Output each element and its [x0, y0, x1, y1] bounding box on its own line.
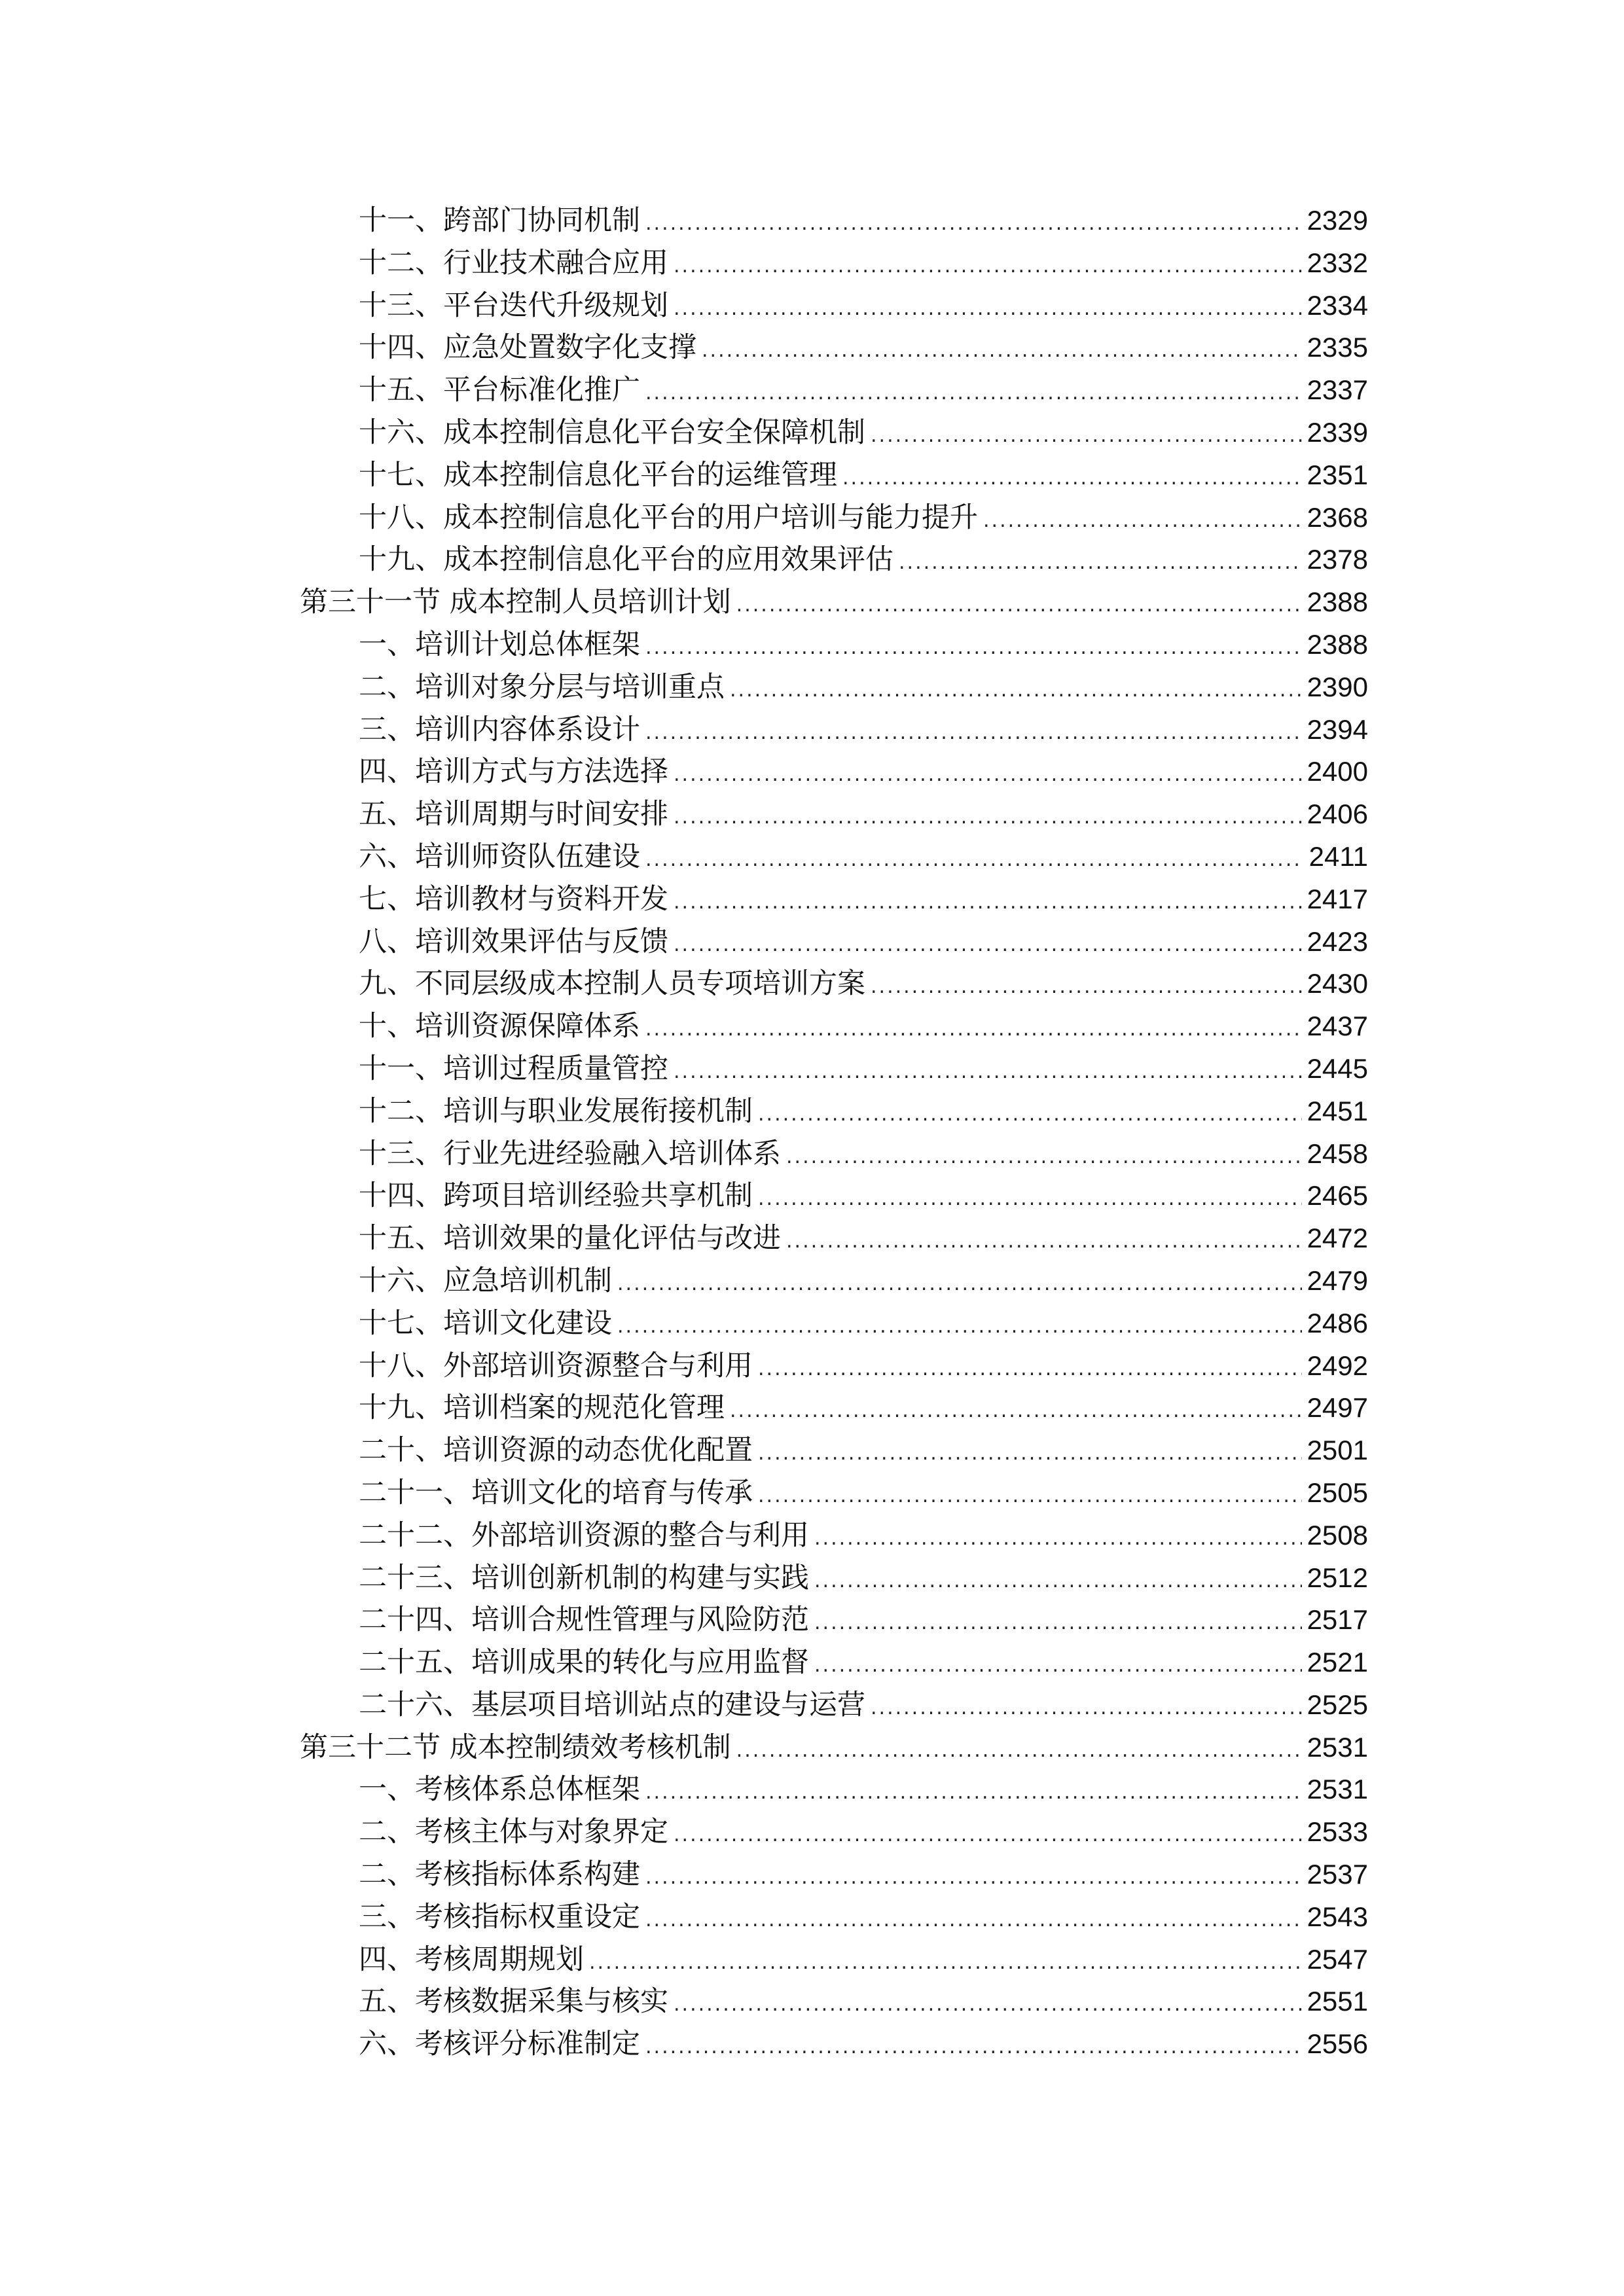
- toc-entry-page-number: 2531: [1307, 1774, 1368, 1805]
- toc-entry-title: 二十五、培训成果的转化与应用监督: [359, 1646, 809, 1679]
- toc-entry-title: 二、考核指标体系构建: [359, 1858, 640, 1892]
- toc-entry[interactable]: [300, 1302, 1368, 1345]
- toc-entry-page-number: 2329: [1307, 205, 1368, 236]
- dot-leader: [871, 415, 1302, 457]
- toc-entry-page-number: 2551: [1307, 1986, 1368, 2017]
- toc-entry-title: 十七、培训文化建设: [359, 1306, 612, 1340]
- toc-entry-page-number: 2378: [1307, 544, 1368, 575]
- toc-entry[interactable]: [300, 200, 1368, 242]
- dot-leader: [674, 245, 1302, 288]
- dot-leader: [645, 839, 1304, 882]
- dot-leader: [736, 584, 1302, 627]
- dot-leader: [645, 1857, 1302, 1899]
- toc-entry-title: 十六、应急培训机制: [359, 1264, 612, 1297]
- toc-entry-title: 四、培训方式与方法选择: [359, 755, 668, 789]
- toc-entry-page-number: 2390: [1307, 671, 1368, 702]
- toc-entry-title: 十、培训资源保障体系: [359, 1010, 640, 1043]
- toc-entry[interactable]: [300, 1811, 1368, 1854]
- dot-leader: [645, 1772, 1302, 1814]
- toc-entry[interactable]: [300, 1599, 1368, 1641]
- toc-entry-title: 一、培训计划总体框架: [359, 628, 640, 661]
- toc-entry-title: 十九、成本控制信息化平台的应用效果评估: [359, 543, 893, 577]
- dot-leader: [645, 372, 1302, 415]
- dot-leader: [674, 797, 1302, 839]
- dot-leader: [674, 1051, 1302, 1094]
- toc-entry[interactable]: [300, 327, 1368, 369]
- toc-entry-page-number: 2337: [1307, 374, 1368, 406]
- toc-entry-page-number: 2533: [1307, 1816, 1368, 1848]
- table-of-contents: [300, 200, 1368, 2066]
- toc-entry-page-number: 2400: [1307, 756, 1368, 787]
- toc-entry[interactable]: [300, 751, 1368, 793]
- toc-entry-page-number: 2531: [1307, 1731, 1368, 1763]
- toc-entry[interactable]: [300, 624, 1368, 666]
- toc-entry-page-number: 2512: [1307, 1562, 1368, 1593]
- toc-entry-title: 十四、跨项目培训经验共享机制: [359, 1179, 753, 1213]
- toc-entry-title: 第三十一节 成本控制人员培训计划: [300, 586, 731, 619]
- toc-entry-title: 二十、培训资源的动态优化配置: [359, 1434, 753, 1467]
- toc-entry-page-number: 2521: [1307, 1647, 1368, 1678]
- toc-entry[interactable]: [300, 1090, 1368, 1133]
- dot-leader: [758, 1178, 1302, 1221]
- toc-entry-page-number: 2486: [1307, 1307, 1368, 1338]
- toc-entry-title: 第三十二节 成本控制绩效考核机制: [300, 1731, 731, 1764]
- toc-entry[interactable]: [300, 836, 1368, 878]
- toc-entry-page-number: 2525: [1307, 1689, 1368, 1720]
- toc-entry[interactable]: [300, 666, 1368, 709]
- dot-leader: [617, 1306, 1302, 1348]
- dot-leader: [674, 882, 1302, 924]
- dot-leader: [871, 966, 1302, 1009]
- toc-entry-title: 八、培训效果评估与反馈: [359, 925, 668, 958]
- toc-entry-page-number: 2411: [1308, 840, 1368, 872]
- dot-leader: [871, 1687, 1302, 1730]
- toc-entry-page-number: 2508: [1307, 1519, 1368, 1551]
- toc-entry[interactable]: [300, 1217, 1368, 1260]
- toc-entry[interactable]: [300, 1896, 1368, 1939]
- toc-entry-title: 十七、成本控制信息化平台的运维管理: [359, 458, 837, 492]
- toc-entry-page-number: 2335: [1307, 332, 1368, 363]
- toc-entry[interactable]: [300, 1175, 1368, 1217]
- toc-entry[interactable]: [300, 1981, 1368, 2023]
- dot-leader: [758, 1348, 1302, 1391]
- dot-leader: [758, 1475, 1302, 1518]
- dot-leader: [814, 1560, 1302, 1603]
- toc-entry-title: 十五、平台标准化推广: [359, 374, 640, 407]
- toc-entry[interactable]: [300, 878, 1368, 921]
- toc-entry[interactable]: [300, 921, 1368, 963]
- toc-entry-page-number: 2501: [1307, 1435, 1368, 1466]
- toc-entry[interactable]: [300, 285, 1368, 327]
- toc-entry-page-number: 2388: [1307, 586, 1368, 618]
- dot-leader: [899, 542, 1302, 584]
- dot-leader: [758, 1094, 1302, 1136]
- toc-entry-title: 十八、成本控制信息化平台的用户培训与能力提升: [359, 501, 978, 534]
- dot-leader: [758, 1433, 1302, 1475]
- toc-entry-page-number: 2417: [1307, 883, 1368, 914]
- toc-entry[interactable]: [300, 497, 1368, 539]
- toc-entry-page-number: 2430: [1307, 968, 1368, 999]
- toc-entry-title: 一、考核体系总体框架: [359, 1773, 640, 1806]
- toc-entry-title: 十六、成本控制信息化平台安全保障机制: [359, 416, 865, 449]
- toc-entry-title: 十八、外部培训资源整合与利用: [359, 1349, 753, 1382]
- toc-section-heading[interactable]: [300, 581, 1368, 624]
- dot-leader: [589, 1942, 1302, 1984]
- toc-entry-title: 十二、行业技术融合应用: [359, 246, 668, 279]
- dot-leader: [617, 1263, 1302, 1306]
- toc-entry[interactable]: [300, 2023, 1368, 2066]
- dot-leader: [842, 457, 1302, 500]
- toc-entry-title: 二十四、培训合规性管理与风险防范: [359, 1604, 809, 1637]
- toc-entry[interactable]: [300, 369, 1368, 412]
- toc-entry[interactable]: [300, 1133, 1368, 1175]
- toc-entry-title: 十三、平台迭代升级规划: [359, 289, 668, 322]
- toc-entry-title: 二十一、培训文化的培育与传承: [359, 1476, 753, 1509]
- toc-entry[interactable]: [300, 1429, 1368, 1472]
- toc-entry-title: 十九、培训档案的规范化管理: [359, 1391, 725, 1425]
- toc-entry-page-number: 2472: [1307, 1223, 1368, 1254]
- toc-entry[interactable]: [300, 1557, 1368, 1600]
- toc-entry[interactable]: [300, 1939, 1368, 1981]
- toc-entry[interactable]: [300, 963, 1368, 1005]
- dot-leader: [674, 1814, 1302, 1857]
- dot-leader: [674, 924, 1302, 967]
- toc-entry-title: 二十二、外部培训资源的整合与利用: [359, 1518, 809, 1552]
- dot-leader: [645, 1009, 1302, 1051]
- toc-entry[interactable]: [300, 539, 1368, 581]
- toc-entry-title: 六、考核评分标准制定: [359, 2028, 640, 2061]
- toc-entry[interactable]: [300, 1048, 1368, 1090]
- dot-leader: [786, 1221, 1302, 1263]
- toc-entry-page-number: 2406: [1307, 798, 1368, 830]
- toc-entry[interactable]: [300, 1345, 1368, 1388]
- toc-entry-page-number: 2394: [1307, 713, 1368, 745]
- dot-leader: [702, 330, 1302, 372]
- toc-entry-page-number: 2351: [1307, 459, 1368, 490]
- toc-entry-page-number: 2556: [1307, 2028, 1368, 2060]
- toc-entry-page-number: 2543: [1307, 1901, 1368, 1932]
- toc-entry[interactable]: [300, 1387, 1368, 1429]
- dot-leader: [674, 288, 1302, 331]
- toc-entry-page-number: 2423: [1307, 925, 1368, 957]
- toc-entry[interactable]: [300, 242, 1368, 285]
- toc-entry-page-number: 2445: [1307, 1052, 1368, 1084]
- dot-leader: [736, 1730, 1302, 1772]
- toc-entry-title: 二十六、基层项目培训站点的建设与运营: [359, 1688, 865, 1721]
- toc-entry-title: 三、培训内容体系设计: [359, 713, 640, 746]
- toc-entry-page-number: 2497: [1307, 1392, 1368, 1424]
- toc-entry[interactable]: [300, 412, 1368, 454]
- toc-entry-title: 九、不同层级成本控制人员专项培训方案: [359, 967, 865, 1001]
- toc-entry-title: 十三、行业先进经验融入培训体系: [359, 1137, 781, 1170]
- toc-entry-title: 十四、应急处置数字化支撑: [359, 331, 696, 365]
- toc-entry-title: 十一、培训过程质量管控: [359, 1052, 668, 1085]
- toc-entry-page-number: 2339: [1307, 416, 1368, 448]
- toc-entry[interactable]: [300, 454, 1368, 497]
- dot-leader: [645, 712, 1302, 755]
- toc-entry-page-number: 2368: [1307, 501, 1368, 533]
- dot-leader: [814, 1518, 1302, 1560]
- toc-entry-title: 十一、跨部门协同机制: [359, 204, 640, 237]
- dot-leader: [645, 627, 1302, 670]
- toc-entry-page-number: 2537: [1307, 1859, 1368, 1890]
- dot-leader: [674, 754, 1302, 797]
- toc-entry[interactable]: [300, 709, 1368, 751]
- dot-leader: [645, 1899, 1302, 1942]
- toc-entry[interactable]: [300, 1260, 1368, 1302]
- dot-leader: [786, 1136, 1302, 1179]
- dot-leader: [674, 1984, 1302, 2026]
- toc-section-heading[interactable]: [300, 1727, 1368, 1769]
- toc-entry[interactable]: [300, 1684, 1368, 1727]
- toc-entry[interactable]: [300, 1515, 1368, 1557]
- toc-entry-page-number: 2492: [1307, 1350, 1368, 1381]
- toc-entry-title: 五、考核数据采集与核实: [359, 1985, 668, 2018]
- toc-entry-title: 二、考核主体与对象界定: [359, 1816, 668, 1849]
- toc-entry-page-number: 2437: [1307, 1011, 1368, 1042]
- dot-leader: [814, 1645, 1302, 1687]
- toc-entry-title: 四、考核周期规划: [359, 1943, 584, 1976]
- toc-entry[interactable]: [300, 793, 1368, 836]
- toc-entry-title: 十五、培训效果的量化评估与改进: [359, 1222, 781, 1255]
- toc-entry-page-number: 2517: [1307, 1604, 1368, 1636]
- toc-entry-page-number: 2451: [1307, 1095, 1368, 1126]
- toc-entry-page-number: 2465: [1307, 1180, 1368, 1211]
- toc-entry[interactable]: [300, 1641, 1368, 1684]
- toc-entry-page-number: 2458: [1307, 1138, 1368, 1169]
- dot-leader: [814, 1602, 1302, 1645]
- toc-entry[interactable]: [300, 1768, 1368, 1811]
- dot-leader: [730, 1390, 1302, 1433]
- toc-entry-title: 二、培训对象分层与培训重点: [359, 670, 725, 704]
- toc-entry-title: 二十三、培训创新机制的构建与实践: [359, 1561, 809, 1594]
- toc-entry-title: 七、培训教材与资料开发: [359, 882, 668, 916]
- toc-entry-title: 三、考核指标权重设定: [359, 1900, 640, 1933]
- toc-entry-page-number: 2505: [1307, 1477, 1368, 1508]
- toc-entry-page-number: 2332: [1307, 247, 1368, 278]
- toc-entry-page-number: 2547: [1307, 1943, 1368, 1975]
- toc-entry-title: 十二、培训与职业发展衔接机制: [359, 1094, 753, 1128]
- toc-entry-page-number: 2388: [1307, 628, 1368, 660]
- toc-entry-page-number: 2334: [1307, 289, 1368, 321]
- toc-entry-title: 六、培训师资队伍建设: [359, 840, 640, 873]
- toc-entry-title: 五、培训周期与时间安排: [359, 798, 668, 831]
- dot-leader: [645, 203, 1302, 245]
- toc-entry[interactable]: [300, 1005, 1368, 1048]
- dot-leader: [730, 670, 1302, 712]
- toc-entry[interactable]: [300, 1472, 1368, 1515]
- toc-entry-page-number: 2479: [1307, 1265, 1368, 1296]
- dot-leader: [983, 500, 1302, 543]
- dot-leader: [645, 2026, 1302, 2069]
- toc-entry[interactable]: [300, 1854, 1368, 1896]
